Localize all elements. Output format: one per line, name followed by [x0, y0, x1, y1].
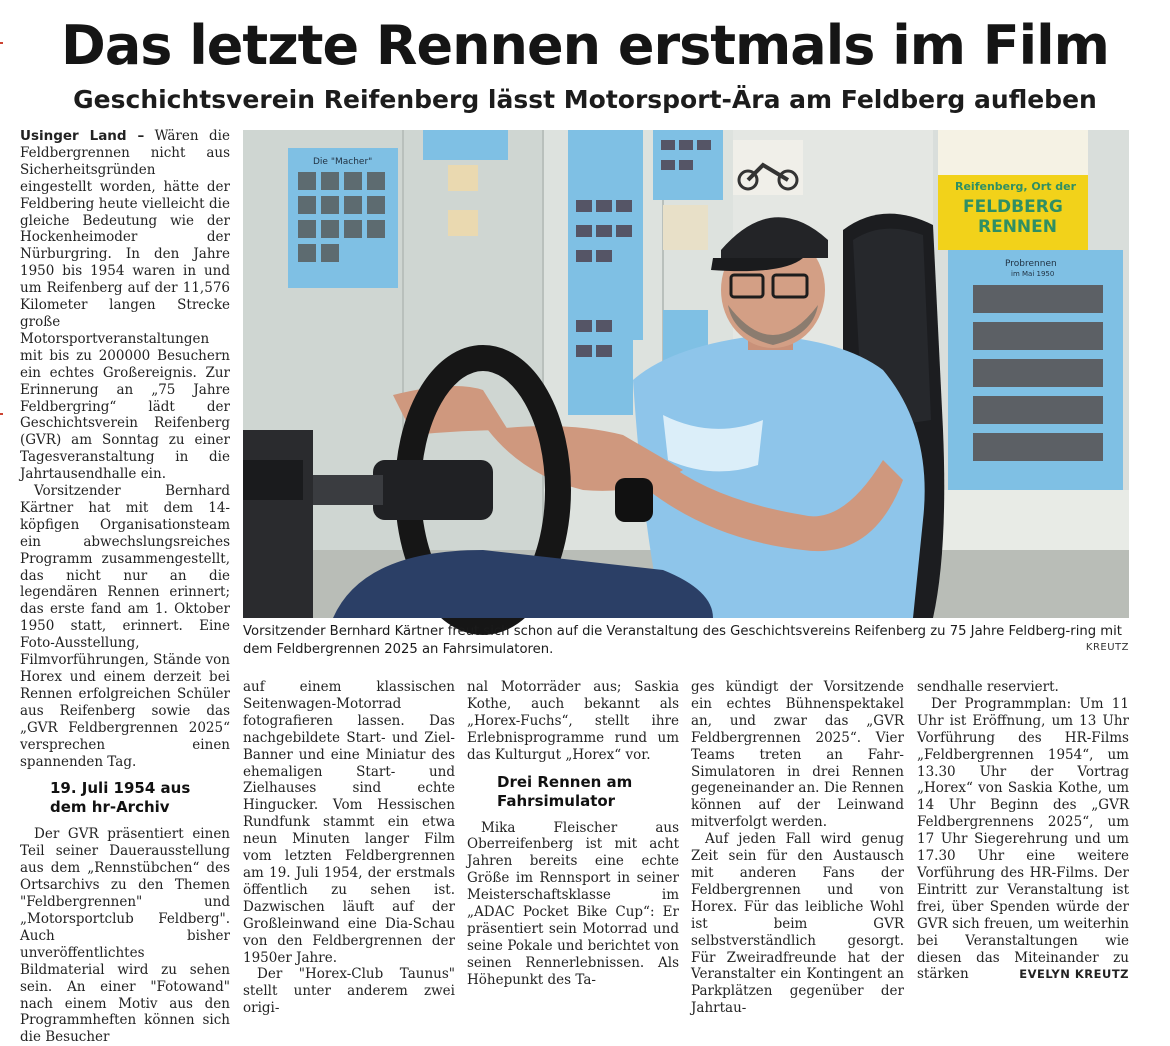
paragraph: Der GVR präsentiert einen Teil seiner Dauerausstellung aus dem „Rennstübchen“ des Ortsarchivs zu den Themen "Feldbergrennen" und „Motorsportclub Feldberg". Auch bisher unveröffentlichtes Bildmaterial wird zu sehen sein. An einer "Fotowand" nach einem Motiv aus den Programmheften können sich die Besucher — [20, 826, 230, 1046]
article-column-2 — [243, 679, 455, 1017]
paragraph: ges kündigt der Vorsitzende ein echtes Bühnenspektakel an, und zwar das „GVR Feldbergrennen 2025“. Vier Teams treten an Fahr-Simulatoren in drei Rennen gegeneinander an. Die Rennen können auf der Leinwand mitverfolgt werden. — [691, 679, 904, 831]
article-column-3 — [467, 679, 679, 989]
paragraph — [917, 696, 1129, 983]
paragraph-text: Der Programmplan: Um 11 Uhr ist Eröffnung, um 13 Uhr Vorführung des HR-Films „Feldbergrennen 1954“, um 13.30 Uhr der Vortrag „Horex“ von Saskia Kothe, um 14 Uhr Beginn des „GVR Feldbergrennens 2025“, um 17 Uhr Siegerehrung und um 17.30 Uhr eine weitere Vorführung des HR-Films. Der Eintritt zur Veranstaltung ist frei, über Spenden würde der GVR sich freuen, um weiterhin bei Veranstaltungen wie diesen das Miteinander zu stärken — [917, 695, 1129, 983]
margin-mark — [0, 413, 3, 415]
paragraph: Mika Fleischer aus Oberreifenberg ist mit acht Jahren bereits eine echte Größe im Rennsport in seiner Meisterschaftsklasse im „ADAC Pocket Bike Cup“: Er präsentiert sein Motorrad und seine Pokale und berichtet von seinen Rennerlebnissen. Als Höhepunkt des Ta- — [467, 819, 679, 988]
section-subhead: 19. Juli 1954 aus dem hr-Archiv — [50, 779, 191, 817]
board-right-title: Probrennen — [1005, 259, 1057, 269]
section-subhead: Drei Rennen am Fahrsimulator — [497, 772, 633, 810]
subheadline: Geschichtsverein Reifenberg lässt Motorsport-Ära am Feldberg aufleben — [73, 85, 1097, 114]
article-column-4 — [691, 679, 904, 1017]
paragraph: auf einem klassischen Seitenwagen-Motorrad fotografieren lassen. Das nachgebildete Start- und Ziel-Banner und eine Miniatur des ehemaligen Start- und Zielhauses sind echte Hingucker. Vom Hessischen Rundfunk stammt ein etwa neun Minuten langer Film vom letzten Feldbergrennen am 19. Juli 1954, der erstmals öffentlich zu sehen ist. Dazwischen läuft auf der Großleinwand eine Dia-Schau von den Feldbergrennen der 1950er Jahre. — [243, 679, 455, 966]
paragraph: Der "Horex-Club Taunus" stellt unter anderem zwei origi- — [243, 966, 455, 1017]
article-column-5 — [917, 679, 1129, 983]
paragraph: sendhalle reserviert. — [917, 679, 1059, 695]
article-photo — [243, 130, 1129, 618]
paragraph: Auf jeden Fall wird genug Zeit sein für den Austausch mit anderen Fans der Feldbergrennen und von Horex. Für das leibliche Wohl ist beim GVR selbstverständlich gesorgt. Für Zweiradfreunde hat der Veranstalter ein Kontingent an Parkplätzen gegenüber der Jahrtau- — [691, 831, 904, 1017]
poster-line-2: FELDBERG — [963, 197, 1063, 217]
board-right-subtitle: im Mai 1950 — [1011, 270, 1055, 278]
poster-line-3: RENNEN — [978, 217, 1057, 237]
headline: Das letzte Rennen erstmals im Film — [61, 14, 1109, 77]
lead-text: Wären die Feldbergrennen nicht aus Sicherheitsgründen eingestellt worden, hätte der Feldbering heute vielleicht die gleiche Bedeutung wie der Hockenheimoder der Nürburgring. In den Jahre 1950 bis 1954 waren in und um Reifenberg auf der 11,576 Kilometer langen Strecke große Motorsportveranstaltungen mit bis zu 200000 Besuchern ein echtes Großereignis. Zur Erinnerung an „75 Jahre Feldbergring“ lädt der Geschichtsverein Reifenberg (GVR) am Sonntag zu einer Tagesveranstaltung in die Jahrtausendhalle ein. — [20, 128, 230, 483]
photo-credit: KREUTZ — [1085, 642, 1129, 653]
board-title: Die "Macher" — [313, 157, 373, 167]
paragraph: Vorsitzender Bernhard Kärtner hat mit dem 14-köpfigen Organisationsteam ein abwechslungsreiches Programm zusammengestellt, das nicht nur an die legendären Rennen erinnert; das erste fand am 1. Oktober 1950 statt, erinnert. Eine Foto-Ausstellung, Filmvorführungen, Stände von Horex und einem derzeit bei Rennen erfolgreichen Schüler aus Reifenberg sowie das „GVR Feldbergrennen 2025“ versprechen einen spannenden Tag. — [20, 483, 230, 770]
lead-paragraph — [20, 128, 230, 483]
author-byline: EVELYN KREUTZ — [1019, 967, 1129, 982]
photo-caption: Vorsitzender Bernhard Kärtner freut sich schon auf die Veranstaltung des Geschichtsvereins Reifenberg zu 75 Jahre Feldberg-ring mit dem Feldbergrennen 2025 an Fahrsimulatoren. — [243, 624, 1122, 657]
poster-line-1: Reifenberg, Ort der — [955, 180, 1077, 193]
dateline: Usinger Land – — [20, 128, 145, 144]
article-column-1 — [20, 128, 230, 1046]
paragraph: nal Motorräder aus; Saskia Kothe, auch bekannt als „Horex-Fuchs“, stellt ihre Erlebnisprogramme rund um das Kulturgut „Horex“ vor. — [467, 679, 679, 763]
